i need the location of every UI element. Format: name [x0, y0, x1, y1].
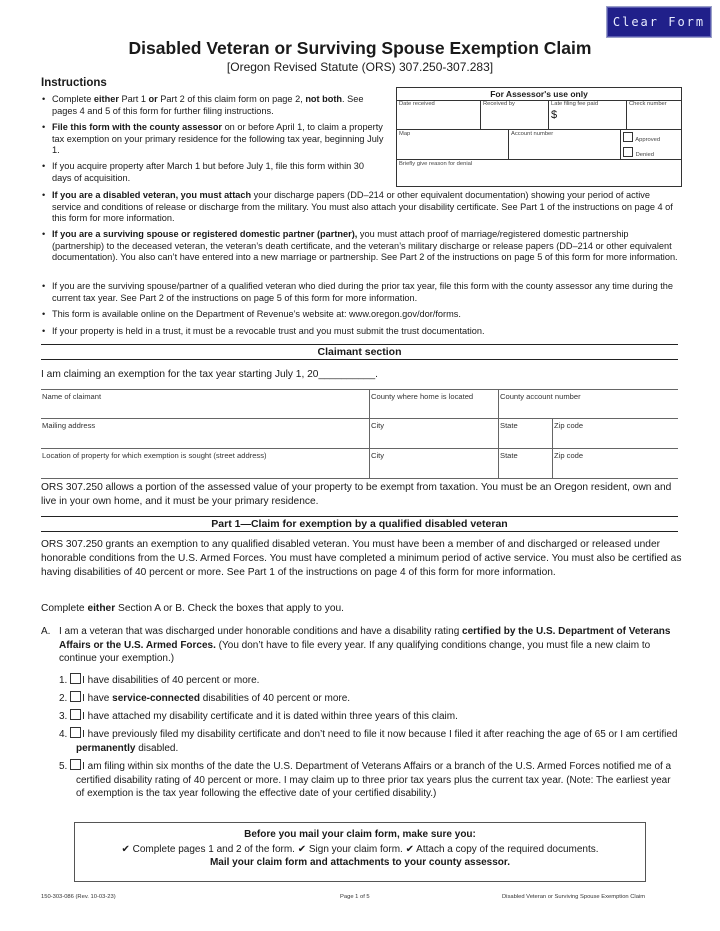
instruction-item: • This form is available online on the Department of Revenue’s website at: www.oregon.gov/dor/forms. — [42, 309, 461, 319]
late-fee-field[interactable]: Late filing fee paid $ — [549, 100, 627, 130]
claimant-section-heading: Claimant section — [41, 344, 678, 360]
checkbox-item: 2. I have service-connected disabilities of 40 percent or more. — [59, 693, 351, 704]
denial-reason-field[interactable]: Briefly give reason for denial — [399, 161, 473, 167]
property-zip-field[interactable]: Zip code — [554, 451, 584, 460]
received-by-field[interactable]: Received by — [481, 100, 549, 130]
bullet-icon: • — [42, 161, 46, 171]
grid-line — [41, 478, 678, 479]
instruction-item: • Complete either Part 1 or Part 2 of this claim form on page 2, not both. See pages 4 and 5 of this form for further filing instructions. — [42, 94, 364, 116]
check-number-field[interactable]: Check number — [627, 100, 681, 130]
assessor-use-box — [396, 87, 682, 187]
section-a-text: I am a veteran that was discharged under honorable conditions and have a disability rating certified by the U.S. Department of Veterans Affairs or the U.S. Armed Forces. (You don’t have to file every year. If any qualifying conditions change, you must file a new claim to continue your exemption.) — [59, 626, 671, 664]
form-number: 150-303-086 (Rev. 10-03-23) — [41, 894, 116, 900]
approval-status: Approved Denied — [621, 130, 681, 160]
map-field[interactable]: Map — [397, 130, 509, 160]
reminder-heading: Before you mail your claim form, make sure you: — [244, 829, 476, 840]
part1-intro: ORS 307.250 grants an exemption to any qualified disabled veteran. You must have been a member of and discharged or released under honorable conditions from the U.S. Armed Forces. You must have completed a minimum period of active service. You must also be certified as having disabilities of 40 percent or more. See Part 1 of the instructions on page 4 of this form for more information. — [41, 539, 682, 578]
property-state-field[interactable]: State — [500, 451, 518, 460]
instruction-item: • If your property is held in a trust, it must be a revocable trust and you must submit the trust documentation. — [42, 326, 485, 336]
instructions-heading: Instructions — [41, 77, 107, 89]
checkbox[interactable] — [70, 759, 81, 770]
instruction-item: • File this form with the county assessor on or before April 1, to claim a property tax exemption on your primary residence for the following tax year, beginning July 1. — [42, 122, 384, 155]
bullet-icon: • — [42, 190, 46, 200]
instruction-item: • If you are the surviving spouse/partner of a qualified veteran who died during the prior tax year, file this form with the county assessor any time during the current tax year. See Part 2 of the instructions on page 5 of this form for more information. — [42, 281, 673, 303]
county-field[interactable]: County where home is located — [371, 392, 474, 401]
form-subtitle: [Oregon Revised Statute (ORS) 307.250-307.283] — [226, 60, 494, 74]
bullet-icon: • — [42, 94, 46, 104]
denied-checkbox[interactable] — [623, 147, 633, 157]
clear-form-button[interactable]: Clear Form — [606, 6, 712, 38]
property-location-field[interactable]: Location of property for which exemption is sought (street address) — [42, 451, 267, 460]
mailing-zip-field[interactable]: Zip code — [554, 421, 584, 430]
checkbox-item: 3. I have attached my disability certificate and it is dated within three years of this claim. — [59, 711, 458, 722]
date-received-field[interactable]: Date received — [397, 100, 481, 130]
mailing-address-field[interactable]: Mailing address — [42, 421, 96, 430]
reminder-checklist: ✔ Complete pages 1 and 2 of the form. ✔ Sign your claim form. ✔ Attach a copy of the required documents. — [121, 844, 599, 855]
checkbox[interactable] — [70, 673, 81, 684]
mailing-state-field[interactable]: State — [500, 421, 518, 430]
checkbox[interactable] — [70, 709, 81, 720]
account-number-field[interactable]: Account number — [509, 130, 621, 160]
checkbox-item: 1. I have disabilities of 40 percent or more. — [59, 675, 260, 686]
page-number: Page 1 of 5 — [340, 894, 370, 900]
bullet-icon: • — [42, 326, 46, 336]
checkbox-item: 4. I have previously filed my disability certificate and don’t need to file it now because I filed it after reaching the age of 65 or I am certified permanently disabled. — [59, 729, 678, 754]
complete-either-line: Complete either Section A or B. Check the boxes that apply to you. — [41, 603, 344, 614]
instruction-item: • If you are a surviving spouse or registered domestic partner (partner), you must attach proof of marriage/registered domestic partnership (partnership) to the deceased veteran, the veteran’s death certificate, and the veteran’s military discharge or release papers (DD–214 or other equivalent documentation). You also can’t have entered into a new marriage or partnership. See Part 2 of the instructions on page 5 of this form for more information. — [42, 229, 678, 262]
instruction-item: • If you acquire property after March 1 but before July 1, file this form within 30 days of acquisition. — [42, 161, 365, 183]
reminder-mail-line: Mail your claim form and attachments to your county assessor. — [209, 857, 511, 868]
bullet-icon: • — [42, 281, 46, 291]
mailing-city-field[interactable]: City — [371, 421, 385, 430]
county-account-field[interactable]: County account number — [500, 392, 581, 401]
assessor-heading: For Assessor's use only — [397, 88, 681, 101]
bullet-icon: • — [42, 309, 46, 319]
claimant-name-field[interactable]: Name of claimant — [42, 392, 102, 401]
footer-form-title: Disabled Veteran or Surviving Spouse Exemption Claim — [502, 894, 646, 900]
reminder-box — [74, 822, 646, 882]
checkbox-item: 5. I am filing within six months of the date the U.S. Department of Veterans Affairs or a branch of the U.S. Armed Forces notified me of a certified disability rating of 40 percent or more. I may claim up to three prior tax years plus the current tax year. (Note: The earliest year of exemption is the tax year following the effective date of your certified disability.) — [59, 761, 672, 799]
bullet-icon: • — [42, 122, 46, 132]
section-a-letter: A. — [41, 626, 51, 637]
checkbox[interactable] — [70, 727, 81, 738]
instruction-item: • If you are a disabled veteran, you must attach your discharge papers (DD–214 or other equivalent documentation) showing your period of active service and conditions of release or discharge from the military. You must also attach your disability certificate. See Part 1 of the instructions on page 4 of this form for more information. — [42, 190, 673, 223]
bullet-icon: • — [42, 229, 46, 239]
part1-heading: Part 1—Claim for exemption by a qualified disabled veteran — [41, 516, 678, 532]
approved-checkbox[interactable] — [623, 132, 633, 142]
property-city-field[interactable]: City — [371, 451, 385, 460]
claim-year-line[interactable]: I am claiming an exemption for the tax year starting July 1, 20__________. — [41, 369, 378, 380]
checkbox[interactable] — [70, 691, 81, 702]
form-title: Disabled Veteran or Surviving Spouse Exemption Claim — [128, 38, 592, 58]
ors-residency-text: ORS 307.250 allows a portion of the assessed value of your property to be exempt from taxation. You must be an Oregon resident, own and live in your own home, and it must be your primary residence. — [41, 482, 672, 507]
